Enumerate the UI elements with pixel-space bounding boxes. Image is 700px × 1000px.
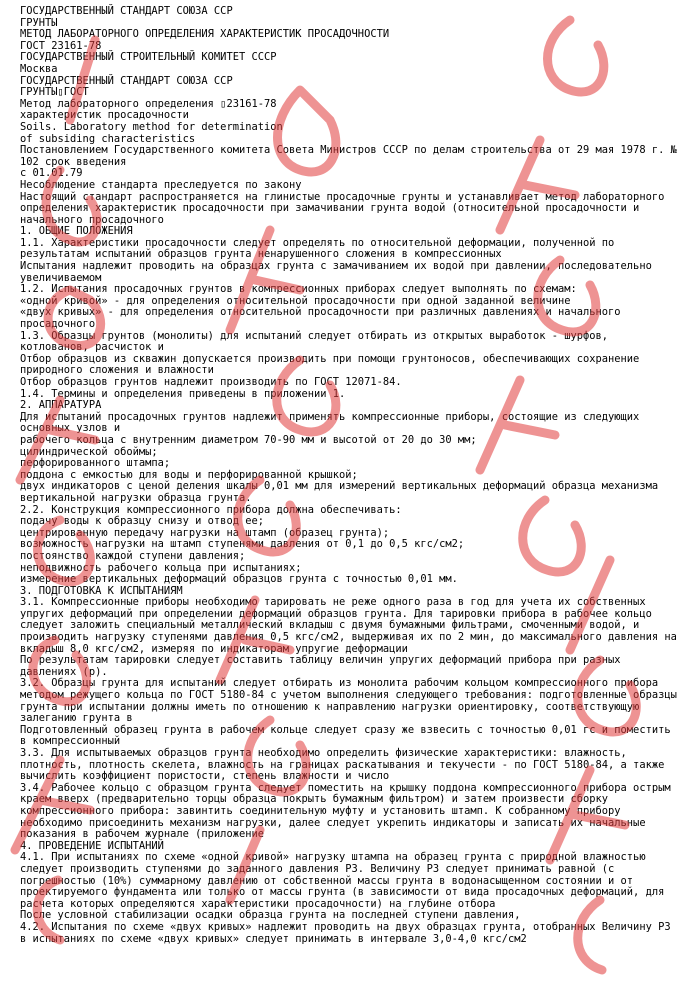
text-line: с 01.01.79: [20, 167, 83, 180]
text-line: Soils. Laboratory method for determination: [20, 120, 283, 133]
text-line: После условной стабилизации осадки образца грунта на последней ступени давления,: [20, 909, 521, 922]
text-line: двух индикаторов с ценой деления шкалы 0,01 мм для измерений вертикальных деформаций образца механизма вертикальной нагрузки образца грунта.: [20, 480, 665, 504]
text-line: 3.4. Рабочее кольцо с образцом грунта следует поместить на крышку поддона компрессионного прибора острым краем вверх (предварительно торцы образца покрыть бумажным фильтром) и затем произвести сборку компрессионного прибора: завинтить соединительную муфту и установить штамп. К собранному прибору необходимо присоединить механизм нагрузки, далее следует укрепить индикаторы и записать их начальные показания в рабочем журнале (приложение: [20, 781, 677, 841]
text-line: Для испытаний просадочных грунтов надлежит применять компрессионные приборы, состоящие из следующих основных узлов и: [20, 410, 646, 435]
text-line: подачу воды к образцу снизу и отвод ее;: [20, 515, 264, 528]
text-line: Подготовленный образец грунта в рабочем кольце следует сразу же взвесить с точностью 0,01 гс и поместить в компрессионный: [20, 723, 677, 748]
text-line: МЕТОД ЛАБОРАТОРНОГО ОПРЕДЕЛЕНИЯ ХАРАКТЕРИСТИК ПРОСАДОЧНОСТИ: [20, 28, 390, 41]
text-line: Метод лабораторного определения ▯23161-78: [20, 97, 277, 110]
text-line: Испытания надлежит проводить на образцах грунта с замачиванием их водой при давлении, последовательно увеличиваемом: [20, 260, 659, 284]
text-line: ГОСУДАРСТВЕННЫЙ СТРОИТЕЛЬНЫЙ КОМИТЕТ СССР: [20, 51, 277, 64]
text-line: 4. ПРОВЕДЕНИЕ ИСПЫТАНИЙ: [20, 839, 164, 852]
text-line: неподвижность рабочего кольца при испытаниях;: [20, 561, 302, 574]
text-line: 3.1. Компрессионные приборы необходимо тарировать не реже одного раза в год для учета их собственных упругих деформаций при определении деформаций образцов грунта. Для тарировки прибора в рабочее кольцо следует заложить специальный металлический вкладыш с двумя бумажными фильтрами, смоченными водой, и производить нагрузку ступенями давления 0,5 кгс/см2, выдерживая их по 2 мин, до максимального давления на вкладыш 8,0 кгс/см2, измеряя по индикаторам упругие деформации: [20, 596, 684, 655]
text-line: По результатам тарировки следует составить таблицу величин упругих деформаций прибора при разных давлениях (р).: [20, 654, 627, 678]
text-line: 1.4. Термины и определения приведены в приложении 1.: [20, 387, 346, 400]
text-line: рабочего кольца с внутренним диаметром 70-90 мм и высотой от 20 до 30 мм;: [20, 433, 477, 446]
text-line: центрированную передачу нагрузки на штамп (образец грунта);: [20, 526, 390, 539]
text-line: Настоящий стандарт распространяется на глинистые просадочные грунты и устанавливает метод лабораторного определения характеристик просадочности при замачивании грунта водой (относительной просадочности и начального просадочного: [20, 190, 671, 226]
text-line: 2.2. Конструкция компрессионного прибора должна обеспечивать:: [20, 503, 402, 516]
text-line: «одной кривой» - для определения относительной просадочности при одной заданной величине: [20, 294, 571, 307]
text-line: «двух кривых» - для определения относительной просадочности при различных давлениях и начального просадочного: [20, 306, 627, 331]
text-line: Постановлением Государственного комитета Совета Министров СССР по делам строительства от 29 мая 1978 г. № 102 срок введения: [20, 144, 684, 168]
text-line: 3.3. Для испытываемых образцов грунта необходимо определить физические характеристики: влажность, плотность, плотность скелета, влажность на границах раскатывания и текучести - по ГОСТ 5180-84, а также вычислить коэффициент пористости, степень влажности и число: [20, 747, 671, 783]
text-line: 4.1. При испытаниях по схеме «одной кривой» нагрузку штампа на образец грунта с природной влажностью следует производить ступенями до заданного давления P3. Величину P3 следует принимать равной (с погрешностью (10%) суммарному давлению от собственной массы грунта в водонасыщенном состоянии и от проектируемого фундамента или только от массы грунта (в зависимости от вида просадочных деформаций, для расчета которых определяются характеристики просадочности) на глубине отбора: [20, 851, 671, 910]
text-line: of subsiding characteristics: [20, 132, 196, 145]
text-line: Несоблюдение стандарта преследуется по закону: [20, 178, 302, 191]
text-line: 3.2. Образцы грунта для испытаний следует отбирать из монолита рабочим кольцом компрессионного прибора методом режущего кольца по ГОСТ 5180-84 с учетом выполнения следующего требования: подготовленные образцы грунта при испытании должны иметь по отношению к направлению нагрузки ориентировку, соответствующую залеганию грунта в: [20, 677, 684, 725]
text-line: Москва: [20, 62, 58, 75]
text-line: 1.1. Характеристики просадочности следует определять по относительной деформации, полученной по результатам испытаний образцов грунта ненарушенного сложения в компрессионных: [20, 236, 621, 261]
text-line: постоянство каждой ступени давления;: [20, 549, 246, 562]
text-line: 1.2. Испытания просадочных грунтов в компрессионных приборах следует выполнять по схемам:: [20, 283, 577, 296]
text-line: Отбор образцов из скважин допускается производить при помощи грунтоносов, обеспечивающих сохранение природного сложения и влажности: [20, 352, 646, 377]
text-line: возможность нагрузки на штамп ступенями давления от 0,1 до 0,5 кгс/см2;: [20, 538, 465, 551]
text-line: 2. АППАРАТУРА: [20, 399, 102, 412]
text-line: цилиндрической обоймы;: [20, 445, 158, 458]
text-line: ГОСУДАРСТВЕННЫЙ СТАНДАРТ СОЮЗА ССР: [20, 74, 233, 87]
text-line: характеристик просадочности: [20, 109, 189, 122]
text-line: ГОСТ 23161-78: [20, 39, 102, 52]
text-line: поддона с емкостью для воды и перфорированной крышкой;: [20, 468, 358, 481]
text-line: перфорированного штампа;: [20, 457, 171, 470]
text-line: 4.2. Испытания по схеме «двух кривых» надлежит проводить на двух образцах грунта, отобранных Величину P3 в испытаниях по схеме «двух кривых» следует принимать в интервале 3,0-4,0 кгс/см2: [20, 920, 677, 945]
text-line: 3. ПОДГОТОВКА К ИСПЫТАНИЯМ: [20, 584, 183, 597]
text-line: ГРУНТЫ▯ГОСТ: [20, 86, 89, 99]
text-line: 1.3. Образцы грунтов (монолиты) для испытаний следует отбирать из открытых выработок - шурфов, котлованов, расчисток и: [20, 329, 615, 354]
text-line: 1. ОБЩИЕ ПОЛОЖЕНИЯ: [20, 225, 133, 238]
text-line: Отбор образцов грунтов надлежит производить по ГОСТ 12071-84.: [20, 376, 402, 388]
text-line: ГРУНТЫ: [20, 16, 58, 29]
text-line: ГОСУДАРСТВЕННЫЙ СТАНДАРТ СОЮЗА ССР: [20, 5, 233, 17]
text-line: измерение вертикальных деформаций образцов грунта с точностью 0,01 мм.: [20, 573, 458, 586]
